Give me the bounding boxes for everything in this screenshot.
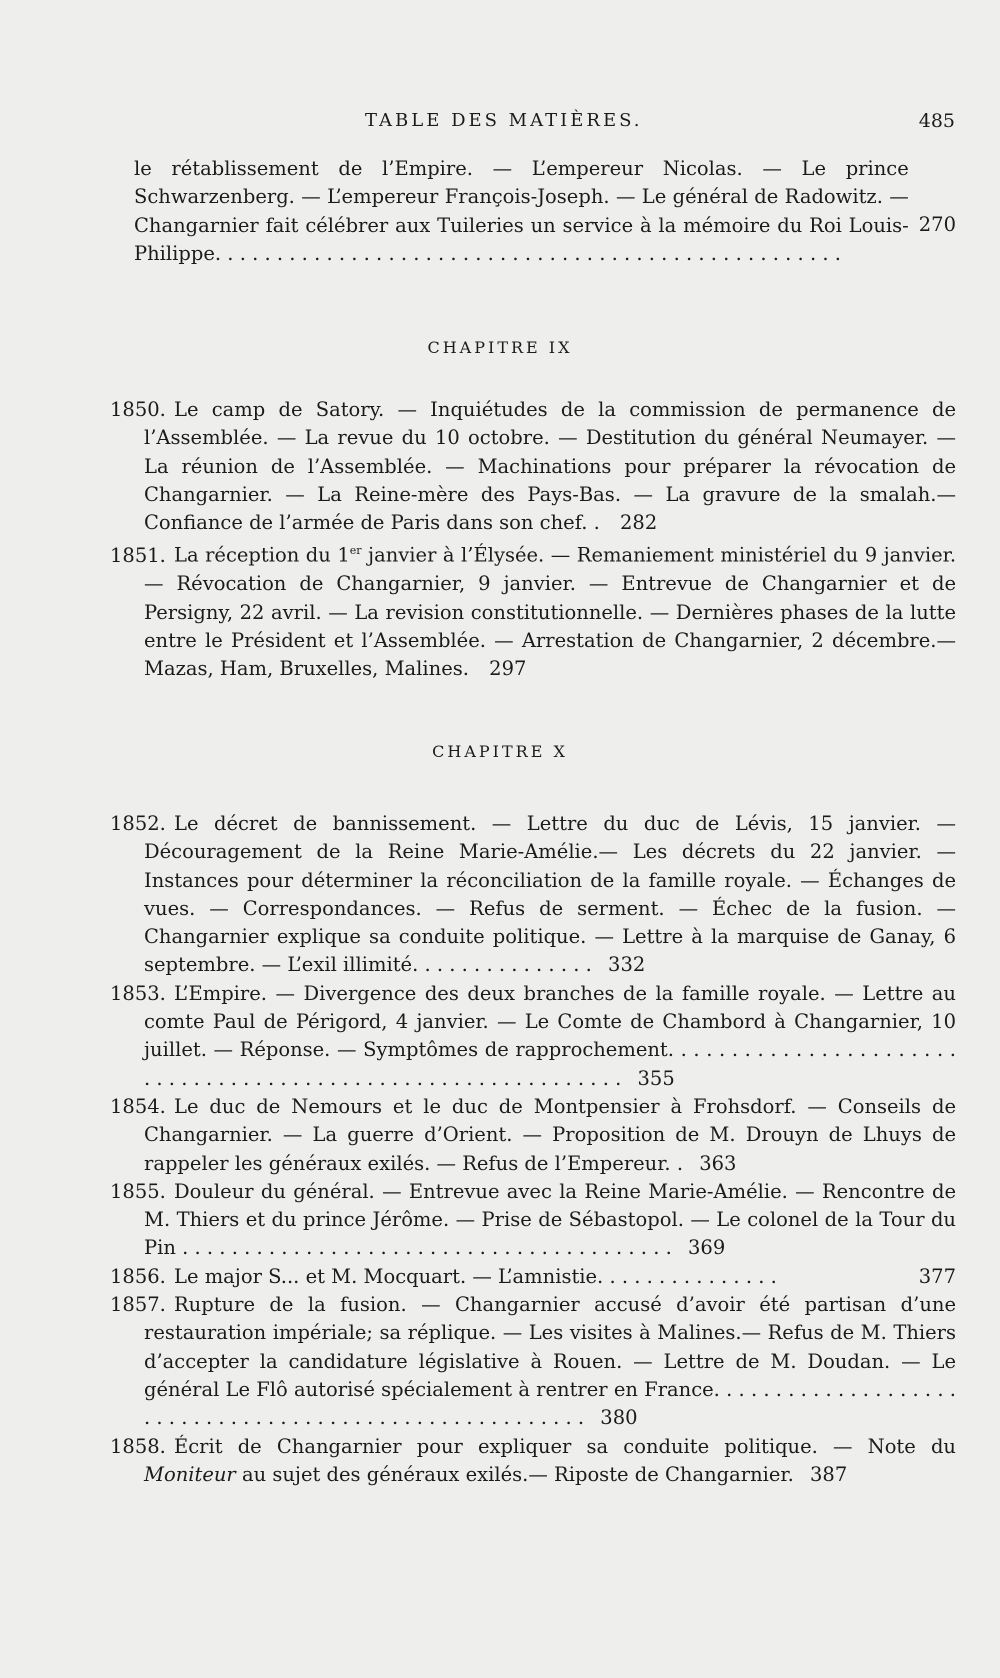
entry-page: 369	[688, 1236, 726, 1260]
entry-text: L’Empire. — Divergence des deux branches de la famille royale. — Lettre au comte Paul de Périgord, 4 janvier. — Le Comte de Chambord à Changarnier, 10 juillet. — Réponse. — Symptômes de rapprochement. . . . . . . . . . . . . . . . . . . . . . . . . . . . . . . . . . . . . . . . . . . . . . . . . . . . . . . . . . . . . .	[144, 981, 956, 1090]
toc-entry-1852	[110, 810, 956, 980]
continuation-entry	[110, 155, 956, 268]
toc-entry-1853	[110, 980, 956, 1093]
entry-year: 1856.	[110, 1264, 166, 1288]
entry-text-cont: au sujet des généraux exilés.— Riposte de Changarnier.	[235, 1462, 794, 1486]
header-title: TABLE DES MATIÈRES.	[365, 110, 643, 131]
entry-page: 363	[699, 1151, 737, 1175]
toc-entry-1858	[110, 1433, 956, 1490]
entry-year: 1854.	[110, 1094, 166, 1118]
toc-entry-1850	[110, 396, 956, 537]
entry-italic: Moniteur	[144, 1462, 236, 1486]
entry-year: 1858.	[110, 1434, 166, 1458]
entry-text: Le duc de Nemours et le duc de Montpensier à Frohsdorf. — Conseils de Changarnier. — La guerre d’Orient. — Proposition de M. Drouyn de Lhuys de rappeler les généraux exilés. — Refus de l’Empereur. .	[144, 1094, 956, 1175]
entry-year: 1855.	[110, 1179, 166, 1203]
chapter-x-entries	[110, 810, 956, 1489]
chapter-ix-entries	[110, 396, 956, 683]
entry-page: 355	[637, 1066, 675, 1090]
entry-text: le rétablissement de l’Empire. — L’empereur Nicolas. — Le prince Schwarzenberg. — L’empereur François-Joseph. — Le général de Radowitz. — Changarnier fait célébrer aux Tuileries un service à la mémoire du Roi Louis-Philippe. . . . . . . . . . . . . . . . . . . . . . . . . . . . . . . . . . . . . . . . . . . . . . . . . . .	[134, 157, 909, 265]
chapter-heading-x: CHAPITRE X	[432, 742, 568, 761]
entry-text: Le camp de Satory. — Inquiétudes de la commission de permanence de l’Assemblée. — La revue du 10 octobre. — Destitution du général Neumayer. — La réunion de l’Assemblée. — Machinations pour préparer la révocation de Changarnier. — La Reine-mère des Pays-Bas. — La gravure de la smalah.—Confiance de l’armée de Paris dans son chef. .	[144, 398, 956, 535]
entry-page: 377	[918, 1264, 956, 1288]
entry-text: Le major S... et M. Mocquart. — L’amnistie. . . . . . . . . . . . . . .	[174, 1264, 777, 1288]
entry-page: 387	[810, 1462, 848, 1486]
entry-text: Douleur du général. — Entrevue avec la Reine Marie-Amélie. — Rencontre de M. Thiers et du prince Jérôme. — Prise de Sébastopol. — Le colonel de la Tour du Pin . . . . . . . . . . . . . . . . . . . . . . . . . . . . . . . . . . . . . . . .	[144, 1179, 956, 1260]
entry-year: 1853.	[110, 981, 166, 1005]
toc-entry-1854	[110, 1093, 956, 1178]
entry-text: Le décret de bannissement. — Lettre du duc de Lévis, 15 janvier. — Découragement de la Reine Marie-Amélie.— Les décrets du 22 janvier. — Instances pour déterminer la réconciliation de la famille royale. — Échanges de vues. — Correspondances. — Refus de serment. — Échec de la fusion. — Changarnier explique sa conduite politique. — Lettre à la marquise de Ganay, 6 septembre. — L’exil illimité. . . . . . . . . . . . . . .	[144, 812, 956, 977]
entry-page: 282	[620, 511, 658, 535]
entry-page: 270	[918, 213, 956, 236]
entry-year: 1857.	[110, 1293, 166, 1317]
entry-year: 1852.	[110, 812, 166, 835]
entry-year: 1851.	[110, 543, 166, 567]
entry-text: La réception du 1	[174, 543, 350, 567]
entry-year: 1850.	[110, 398, 166, 421]
toc-entry-1855	[110, 1178, 956, 1263]
page-number: 485	[918, 110, 955, 132]
continuation-block	[110, 155, 956, 268]
entry-text: Rupture de la fusion. — Changarnier accusé d’avoir été partisan d’une restauration impériale; sa réplique. — Les visites à Malines.— Refus de M. Thiers d’accepter la candidature législative à Rouen. — Lettre de M. Doudan. — Le général Le Flô autorisé spécialement à rentrer en France. . . . . . . . . . . . . . . . . . . . . . . . . . . . . . . . . . . . . . . . . . . . . . . . . . . . . . . .	[144, 1293, 956, 1430]
entry-text-cont: janvier à l’Élysée. — Remaniement ministériel du 9 janvier. — Révocation de Changarnier, 9 janvier. — Entrevue de Changarnier et de Persigny, 22 avril. — La revision constitutionnelle. — Dernières phases de la lutte entre le Président et l’Assemblée. — Arrestation de Changarnier, 2 décembre.— Mazas, Ham, Bruxelles, Malines.	[144, 543, 957, 681]
entry-superscript: er	[349, 544, 362, 558]
toc-entry-1857	[110, 1291, 956, 1432]
toc-entry-1851	[110, 537, 956, 683]
chapter-heading-ix: CHAPITRE IX	[427, 338, 573, 357]
entry-page: 332	[608, 953, 646, 977]
toc-entry-1856	[110, 1263, 956, 1291]
entry-text: Écrit de Changarnier pour expliquer sa conduite politique. — Note du	[174, 1434, 956, 1458]
entry-page: 297	[489, 657, 527, 681]
entry-page: 380	[600, 1406, 638, 1430]
